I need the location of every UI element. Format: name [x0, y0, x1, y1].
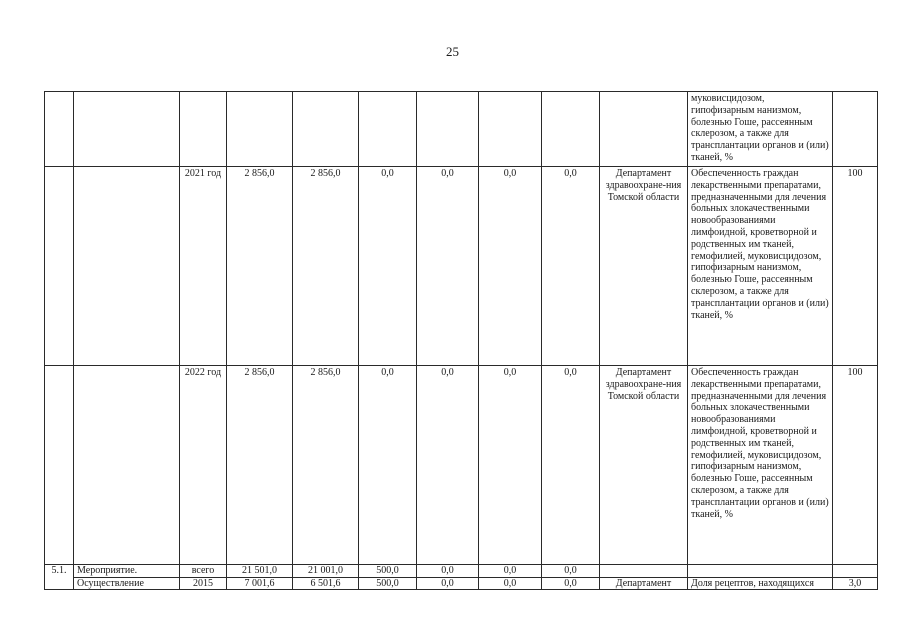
cell-total: 7 001,6: [227, 578, 293, 590]
cell-department: Департамент здравоохране-ния Томской области: [600, 167, 688, 366]
table-row: [45, 167, 878, 366]
table-row: [45, 366, 878, 565]
table-row-item-5-1-year: [45, 578, 878, 590]
cell-indicator: Доля рецептов, находящихся: [688, 578, 833, 590]
cell-value: 500,0: [359, 565, 417, 578]
cell-value: 0,0: [479, 565, 542, 578]
cell-value: 0,0: [417, 167, 479, 366]
program-table: [44, 91, 878, 590]
cell-total: 2 856,0: [227, 167, 293, 366]
cell-value: 0,0: [542, 167, 600, 366]
cell-indicator: Обеспеченность граждан лекарственными препаратами, предназначенными для лечения больных злокачественными новообразованиями лимфоидной, кроветворной и родственных им тканей, гемофилией, муковисцидозом, гипофизарным нанизмом, болезнью Гоше, рассеянным склерозом, а также для трансплантации органов и (или) тканей, %: [688, 167, 833, 366]
table-row-item-5-1-total: [45, 565, 878, 578]
cell-value: 0,0: [542, 578, 600, 590]
cell-value: 0,0: [359, 366, 417, 565]
cell-name: Осуществление: [74, 578, 180, 590]
cell-department: Департамент здравоохране-ния Томской области: [600, 366, 688, 565]
cell-name: [74, 92, 180, 167]
cell-value: 0,0: [479, 167, 542, 366]
cell-number: [45, 92, 74, 167]
cell-value: 500,0: [359, 578, 417, 590]
cell-value: 0,0: [417, 565, 479, 578]
cell-total: 21 501,0: [227, 565, 293, 578]
cell-value: 21 001,0: [293, 565, 359, 578]
cell-value: 0,0: [479, 366, 542, 565]
cell-year: 2021 год: [180, 167, 227, 366]
cell-value: 0,0: [359, 167, 417, 366]
cell-period-label: всего: [180, 565, 227, 578]
cell-department: Департамент: [600, 578, 688, 590]
cell-value: 0,0: [542, 565, 600, 578]
cell-value: 0,0: [417, 578, 479, 590]
cell-target: 100: [833, 366, 878, 565]
cell-value: 2 856,0: [293, 366, 359, 565]
cell-year: 2022 год: [180, 366, 227, 565]
cell-value: 0,0: [542, 366, 600, 565]
cell-value: 2 856,0: [293, 167, 359, 366]
cell-indicator: Обеспеченность граждан лекарственными препаратами, предназначенными для лечения больных злокачественными новообразованиями лимфоидной, кроветворной и родственных им тканей, гемофилией, муковисцидозом, гипофизарным нанизмом, болезнью Гоше, рассеянным склерозом, а также для трансплантации органов и (или) тканей, %: [688, 366, 833, 565]
cell-number: 5.1.: [45, 565, 74, 590]
cell-name: Мероприятие.: [74, 565, 180, 578]
cell-value: 6 501,6: [293, 578, 359, 590]
cell-value: 0,0: [479, 578, 542, 590]
cell-value: 0,0: [417, 366, 479, 565]
table-row-continuation: [45, 92, 878, 167]
cell-target: 3,0: [833, 578, 878, 590]
page-number: 25: [446, 44, 459, 59]
cell-target: 100: [833, 167, 878, 366]
cell-indicator: муковисцидозом, гипофизарным нанизмом, болезнью Гоше, рассеянным склерозом, а также для трансплантации органов и (или) тканей, %: [688, 92, 833, 167]
cell-total: 2 856,0: [227, 366, 293, 565]
cell-year: 2015: [180, 578, 227, 590]
